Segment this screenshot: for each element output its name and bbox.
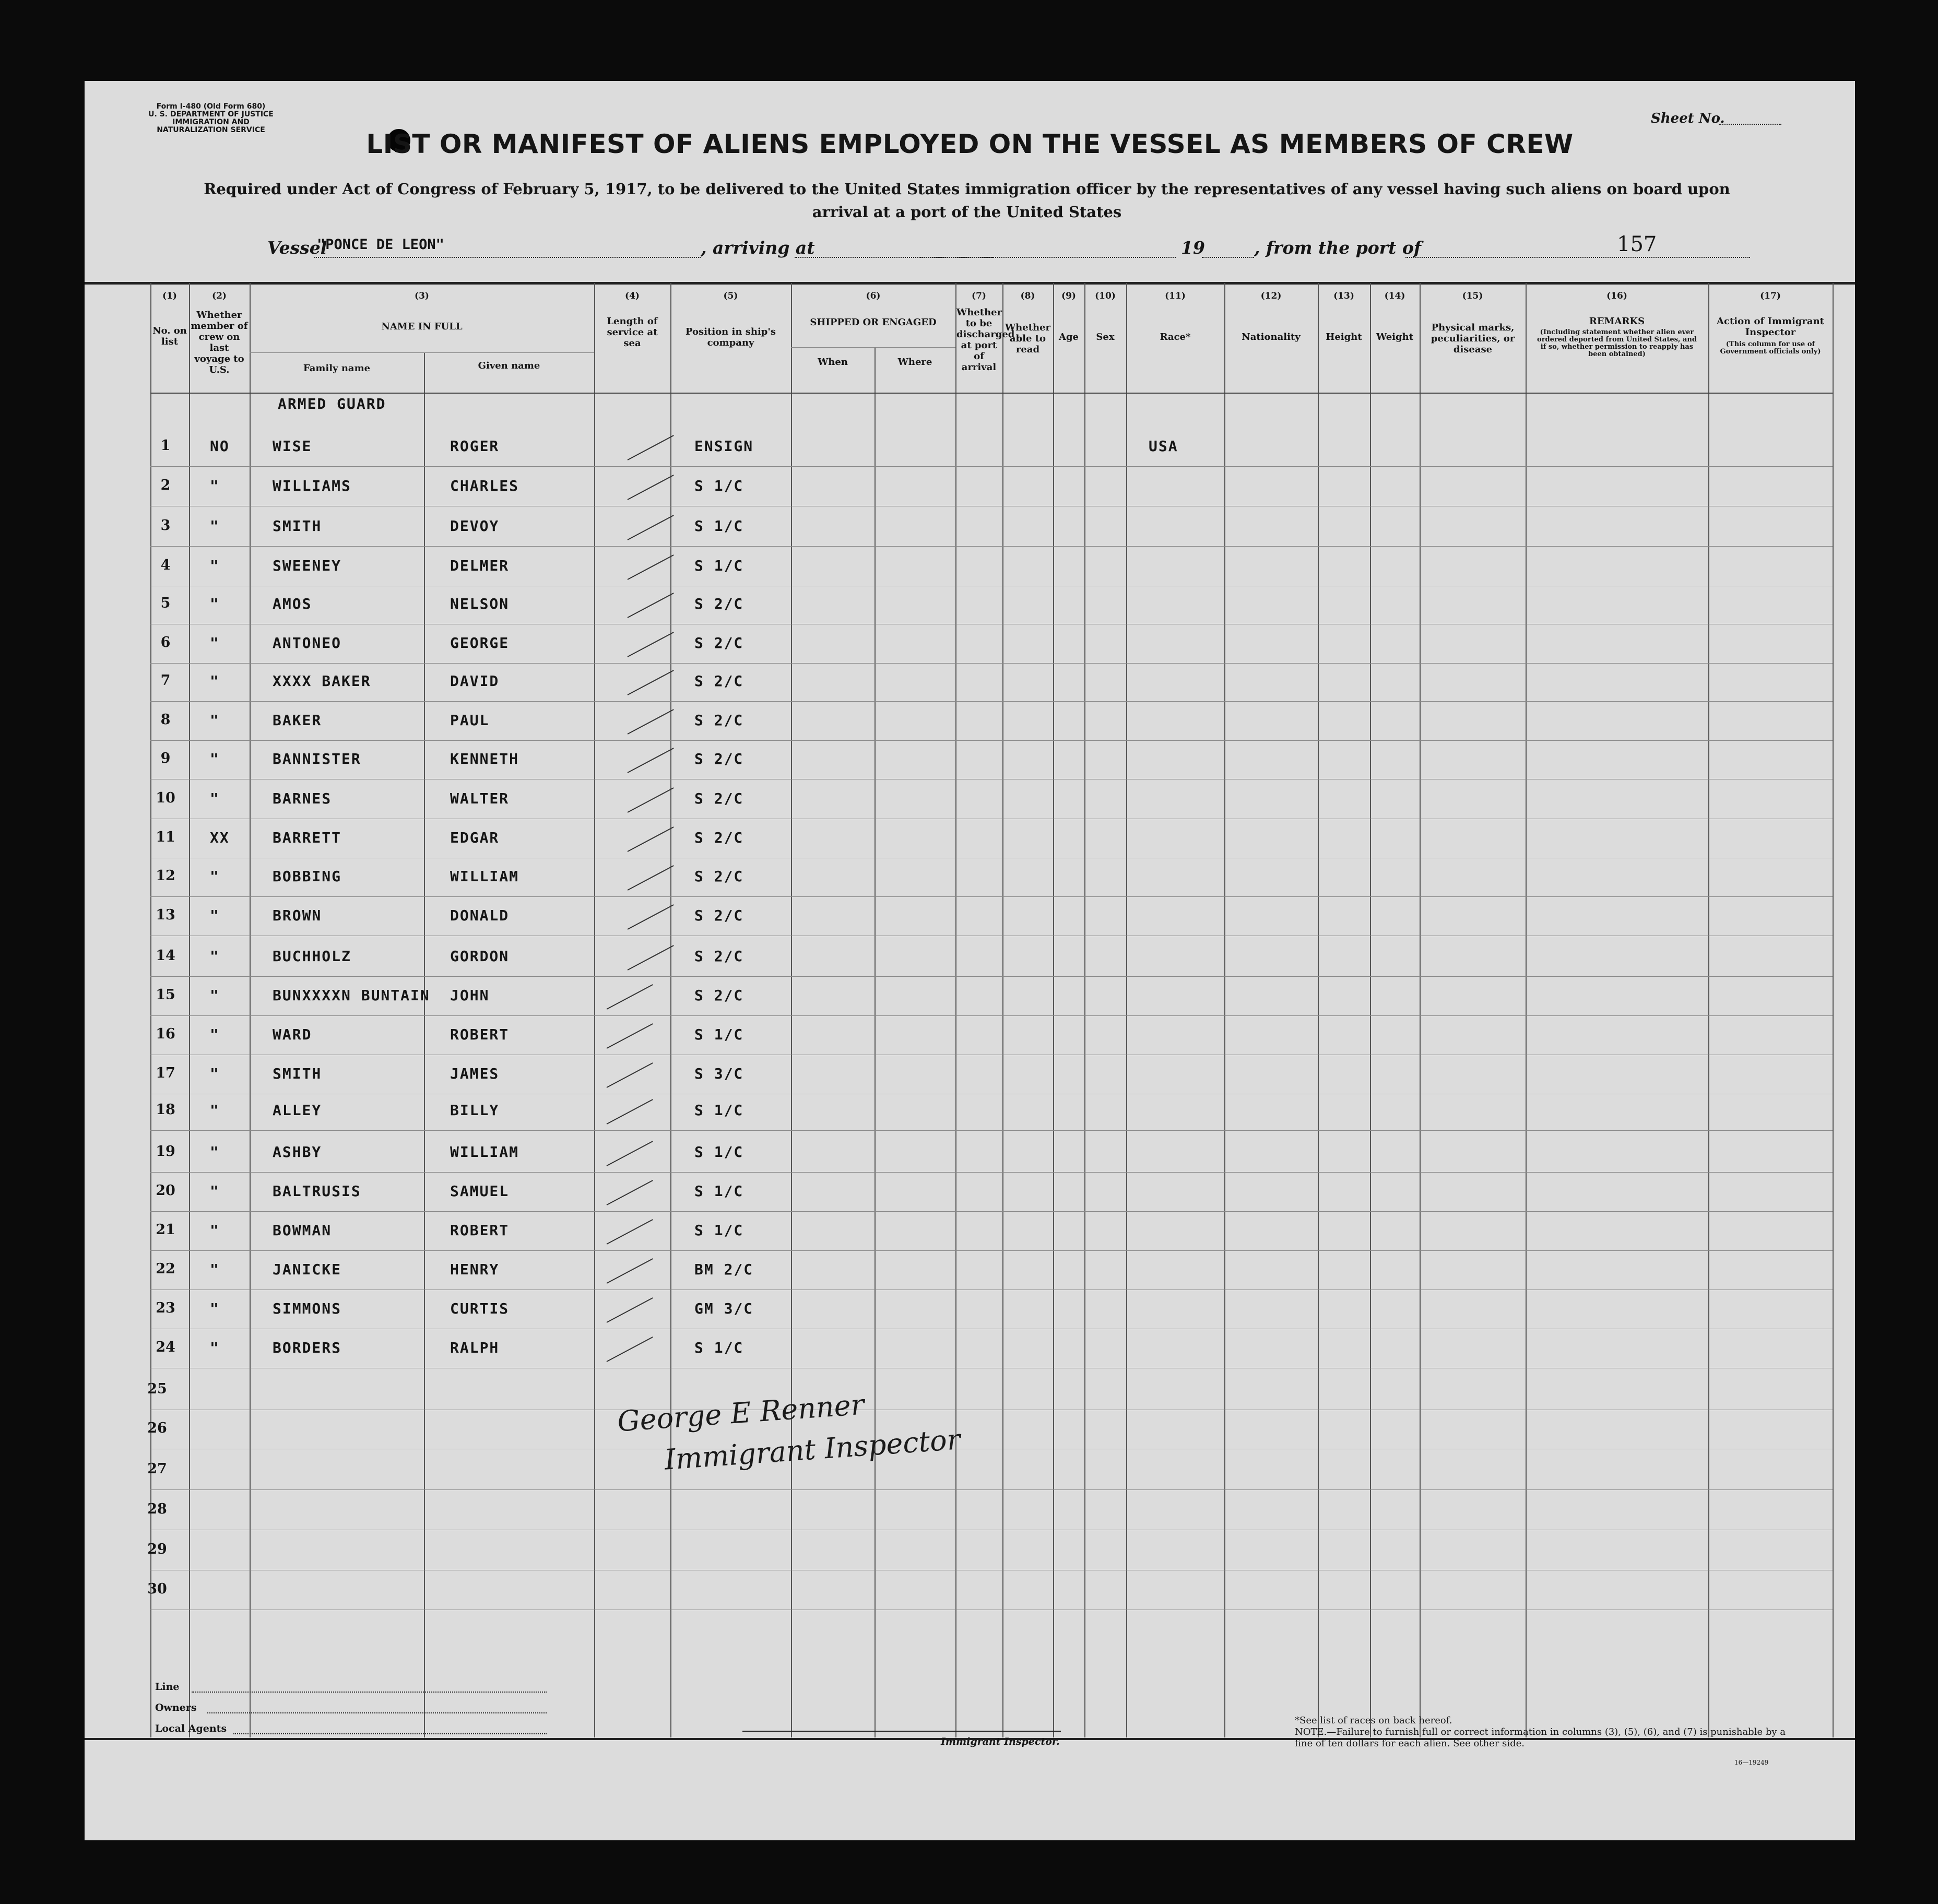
- penalty-note: NOTE.—Failure to furnish full or correct information in columns (3), (5), (6), and (7) is punishable by a fine of ten dollars for each alien. See other side.: [1295, 1726, 1786, 1749]
- family-name-cell: BROWN: [273, 907, 322, 924]
- family-name-cell: WISE: [273, 437, 312, 455]
- given-name-cell: DAVID: [450, 672, 500, 690]
- row-number: 18: [156, 1102, 175, 1118]
- service-tick-mark: [628, 475, 674, 500]
- header-nationality: Nationality: [1242, 332, 1301, 342]
- row-number: 17: [156, 1065, 175, 1081]
- header-when: When: [818, 357, 848, 368]
- prev-voyage-cell: ": [210, 1182, 220, 1200]
- col-number: (3): [415, 291, 429, 301]
- prev-voyage-cell: ": [210, 790, 220, 807]
- col-number: (8): [1020, 291, 1035, 301]
- family-name-cell: BALTRUSIS: [273, 1182, 361, 1200]
- position-cell: S 1/C: [694, 1026, 744, 1043]
- col-number: (16): [1606, 291, 1627, 301]
- header-remarks-note: (Including statement whether alien ever ordered deported from United States, and if so, whether permission to reapply has been obtained): [1537, 328, 1697, 358]
- row-number: 3: [160, 517, 171, 534]
- family-name-cell: JANICKE: [273, 1261, 342, 1278]
- row-number: 29: [147, 1541, 167, 1557]
- page-title: LIST OR MANIFEST OF ALIENS EMPLOYED ON THE VESSEL AS MEMBERS OF CREW: [366, 129, 1574, 159]
- given-name-cell: WILLIAM: [450, 868, 519, 885]
- service-tick-mark: [607, 1258, 653, 1284]
- given-name-cell: DONALD: [450, 907, 510, 924]
- col-number: (11): [1165, 291, 1186, 301]
- position-cell: S 2/C: [694, 829, 744, 846]
- given-name-cell: CHARLES: [450, 477, 519, 494]
- service-tick-mark: [628, 632, 674, 657]
- service-tick-mark: [628, 945, 674, 971]
- position-cell: S 1/C: [694, 557, 744, 574]
- family-name-cell: WILLIAMS: [273, 477, 351, 494]
- service-tick-mark: [628, 787, 674, 813]
- header-name-in-full: NAME IN FULL: [381, 321, 463, 332]
- family-name-cell: ASHBY: [273, 1143, 322, 1161]
- position-cell: S 2/C: [694, 634, 744, 652]
- prev-voyage-cell: ": [210, 634, 220, 652]
- row-number: 8: [160, 712, 171, 728]
- service-tick-mark: [607, 1219, 653, 1245]
- family-name-cell: BOWMAN: [273, 1222, 332, 1239]
- race-cell: USA: [1149, 437, 1178, 455]
- print-code: 16—19249: [1734, 1759, 1769, 1766]
- header-age: Age: [1058, 332, 1079, 342]
- row-number: 14: [156, 948, 175, 964]
- service-tick-mark: [607, 1337, 653, 1362]
- given-name-cell: DELMER: [450, 557, 510, 574]
- year-label: 19: [1181, 238, 1205, 258]
- service-tick-mark: [628, 593, 674, 618]
- family-name-cell: BUCHHOLZ: [273, 948, 351, 965]
- col-number: (9): [1061, 291, 1076, 301]
- owners-label: Owners: [155, 1702, 197, 1713]
- col-number: (7): [972, 291, 986, 301]
- given-name-cell: ROGER: [450, 437, 500, 455]
- given-name-cell: EDGAR: [450, 829, 500, 846]
- prev-voyage-cell: ": [210, 672, 220, 690]
- prev-voyage-cell: NO: [210, 437, 230, 455]
- sheet-number-field: [1719, 124, 1781, 125]
- family-name-cell: SWEENEY: [273, 557, 342, 574]
- prev-voyage-cell: ": [210, 1339, 220, 1356]
- col-number: (1): [162, 291, 177, 301]
- header-height: Height: [1326, 332, 1362, 342]
- col-number: (10): [1095, 291, 1116, 301]
- prev-voyage-cell: ": [210, 948, 220, 965]
- col-number: (13): [1333, 291, 1354, 301]
- page-subtitle: Required under Act of Congress of February 5, 1917, to be delivered to the United States immigration officer by the representatives of any vessel having such aliens on board upon arrival at a port of the United States: [204, 180, 1730, 221]
- service-tick-mark: [607, 1141, 653, 1166]
- given-name-cell: ROBERT: [450, 1222, 510, 1239]
- arriving-label: , arriving at: [701, 238, 815, 258]
- position-cell: S 2/C: [694, 948, 744, 965]
- prev-voyage-cell: ": [210, 1143, 220, 1161]
- line-label: Line: [155, 1681, 180, 1693]
- header-position: Position in ship's company: [685, 326, 776, 348]
- row-number: 6: [160, 634, 171, 651]
- position-cell: ENSIGN: [694, 437, 754, 455]
- service-tick-mark: [628, 826, 674, 852]
- family-name-cell: ANTONEO: [273, 634, 342, 652]
- given-name-cell: DEVOY: [450, 517, 500, 535]
- family-name-cell: SMITH: [273, 517, 322, 535]
- header-remarks: REMARKS: [1589, 316, 1645, 327]
- header-physical-marks: Physical marks, peculiarities, or disease: [1431, 322, 1515, 355]
- row-number: 30: [147, 1581, 167, 1597]
- prev-voyage-cell: ": [210, 1065, 220, 1082]
- service-tick-mark: [607, 1297, 653, 1323]
- row-number: 12: [156, 868, 175, 884]
- service-tick-mark: [607, 1062, 653, 1088]
- position-cell: S 1/C: [694, 1182, 744, 1200]
- family-name-cell: BAKER: [273, 712, 322, 729]
- given-name-cell: NELSON: [450, 595, 510, 612]
- position-cell: S 2/C: [694, 712, 744, 729]
- position-cell: BM 2/C: [694, 1261, 754, 1278]
- header-given-name: Given name: [478, 360, 540, 371]
- row-number: 21: [156, 1222, 175, 1238]
- given-name-cell: JAMES: [450, 1065, 500, 1082]
- prev-voyage-cell: ": [210, 477, 220, 494]
- family-name-cell: BORDERS: [273, 1339, 342, 1356]
- position-cell: S 1/C: [694, 1339, 744, 1356]
- row-number: 1: [160, 437, 171, 454]
- given-name-cell: JOHN: [450, 987, 490, 1004]
- col-number: (14): [1384, 291, 1405, 301]
- given-name-cell: ROBERT: [450, 1026, 510, 1043]
- position-cell: GM 3/C: [694, 1300, 754, 1317]
- header-inspector-action: Action of Immigrant Inspector: [1717, 316, 1824, 338]
- row-number: 9: [160, 750, 171, 766]
- col-number: (5): [723, 291, 738, 301]
- col-number: (4): [625, 291, 640, 301]
- service-tick-mark: [628, 865, 674, 891]
- row-number: 20: [156, 1182, 175, 1199]
- family-name-cell: ALLEY: [273, 1102, 322, 1119]
- family-name-cell: AMOS: [273, 595, 312, 612]
- row-number: 23: [156, 1300, 175, 1316]
- prev-voyage-cell: ": [210, 1222, 220, 1239]
- form-identifier: Form I-480 (Old Form 680) U. S. DEPARTMENT OF JUSTICE IMMIGRATION AND NATURALIZATION SERVICE: [148, 102, 274, 134]
- position-cell: S 1/C: [694, 517, 744, 535]
- row-number: 15: [156, 987, 175, 1003]
- service-tick-mark: [628, 670, 674, 695]
- row-number: 24: [156, 1339, 175, 1355]
- col-number: (12): [1260, 291, 1282, 301]
- row-number: 27: [147, 1461, 167, 1477]
- header-race: Race*: [1160, 332, 1191, 342]
- family-name-cell: BARNES: [273, 790, 332, 807]
- prev-voyage-cell: XX: [210, 829, 230, 846]
- row-number: 2: [160, 477, 171, 493]
- prev-voyage-cell: ": [210, 1261, 220, 1278]
- position-cell: S 2/C: [694, 595, 744, 612]
- col-number: (6): [866, 291, 881, 301]
- service-tick-mark: [628, 435, 674, 460]
- position-cell: S 2/C: [694, 672, 744, 690]
- given-name-cell: KENNETH: [450, 750, 519, 767]
- race-note: *See list of races on back hereof.: [1295, 1715, 1452, 1726]
- inspector-title-handwritten: Immigrant Inspector: [663, 1423, 962, 1476]
- row-number: 5: [160, 595, 171, 611]
- from-port-label: , from the port of: [1254, 238, 1422, 258]
- row-number: 7: [160, 672, 171, 689]
- manifest-sheet: [85, 81, 1855, 1840]
- header-family-name: Family name: [303, 363, 371, 374]
- position-cell: S 1/C: [694, 477, 744, 494]
- section-heading: ARMED GUARD: [278, 395, 386, 412]
- row-number: 22: [156, 1261, 175, 1277]
- family-name-cell: BARRETT: [273, 829, 342, 846]
- service-tick-mark: [607, 984, 653, 1010]
- row-number: 26: [147, 1420, 167, 1436]
- row-number: 4: [160, 557, 171, 573]
- service-tick-mark: [628, 748, 674, 773]
- position-cell: S 1/C: [694, 1222, 744, 1239]
- prev-voyage-cell: ": [210, 517, 220, 535]
- prev-voyage-cell: ": [210, 1102, 220, 1119]
- col-number: (15): [1462, 291, 1483, 301]
- prev-voyage-cell: ": [210, 1026, 220, 1043]
- header-discharged: Whether to be discharged at port of arrival: [956, 307, 1015, 373]
- family-name-cell: BANNISTER: [273, 750, 361, 767]
- row-number: 16: [156, 1026, 175, 1042]
- given-name-cell: HENRY: [450, 1261, 500, 1278]
- row-number: 25: [147, 1381, 167, 1397]
- inspector-signature: George E Renner: [616, 1388, 866, 1438]
- given-name-cell: SAMUEL: [450, 1182, 510, 1200]
- header-weight: Weight: [1376, 332, 1414, 342]
- prev-voyage-cell: ": [210, 907, 220, 924]
- given-name-cell: PAUL: [450, 712, 490, 729]
- vessel-label: Vessel: [267, 238, 327, 258]
- given-name-cell: CURTIS: [450, 1300, 510, 1317]
- given-name-cell: WILLIAM: [450, 1143, 519, 1161]
- service-tick-mark: [628, 709, 674, 735]
- prev-voyage-cell: ": [210, 595, 220, 612]
- inspector-label: Immigrant Inspector.: [941, 1736, 1060, 1747]
- header-able-to-read: Whether able to read: [1005, 322, 1051, 355]
- position-cell: S 1/C: [694, 1102, 744, 1119]
- prev-voyage-cell: ": [210, 1300, 220, 1317]
- service-tick-mark: [628, 515, 674, 540]
- prev-voyage-cell: ": [210, 750, 220, 767]
- row-number: 19: [156, 1143, 175, 1160]
- given-name-cell: BILLY: [450, 1102, 500, 1119]
- header-length-of-service: Length of service at sea: [607, 316, 658, 349]
- position-cell: S 2/C: [694, 750, 744, 767]
- family-name-cell: BUNXXXXN BUNTAIN: [273, 987, 430, 1004]
- header-shipped-engaged: SHIPPED OR ENGAGED: [810, 317, 937, 328]
- prev-voyage-cell: ": [210, 868, 220, 885]
- col-number: (2): [212, 291, 227, 301]
- family-name-cell: BOBBING: [273, 868, 342, 885]
- local-agents-label: Local Agents: [155, 1723, 227, 1734]
- service-tick-mark: [628, 554, 674, 580]
- position-cell: S 2/C: [694, 987, 744, 1004]
- service-tick-mark: [607, 1023, 653, 1049]
- given-name-cell: GORDON: [450, 948, 510, 965]
- family-name-cell: XXXX BAKER: [273, 672, 371, 690]
- row-number: 28: [147, 1501, 167, 1517]
- col-number: (17): [1760, 291, 1781, 301]
- row-number: 11: [156, 829, 175, 845]
- prev-voyage-cell: ": [210, 987, 220, 1004]
- family-name-cell: WARD: [273, 1026, 312, 1043]
- header-where: Where: [897, 357, 932, 368]
- service-tick-mark: [607, 1099, 653, 1125]
- header-no-on-list: No. on list: [152, 325, 187, 347]
- row-number: 10: [156, 790, 175, 806]
- header-prev-voyage: Whether member of crew on last voyage to U.S.: [191, 310, 248, 375]
- prev-voyage-cell: ": [210, 712, 220, 729]
- handwritten-sheet-number: 157: [1617, 232, 1657, 256]
- position-cell: S 2/C: [694, 907, 744, 924]
- vessel-name: "PONCE DE LEON": [317, 236, 444, 253]
- header-inspector-note: (This column for use of Government officials only): [1720, 340, 1821, 356]
- header-sex: Sex: [1096, 332, 1115, 342]
- position-cell: S 3/C: [694, 1065, 744, 1082]
- service-tick-mark: [607, 1180, 653, 1205]
- service-tick-mark: [628, 904, 674, 930]
- family-name-cell: SIMMONS: [273, 1300, 342, 1317]
- position-cell: S 2/C: [694, 868, 744, 885]
- position-cell: S 2/C: [694, 790, 744, 807]
- given-name-cell: GEORGE: [450, 634, 510, 652]
- given-name-cell: WALTER: [450, 790, 510, 807]
- sheet-number-label: Sheet No.: [1651, 111, 1725, 126]
- given-name-cell: RALPH: [450, 1339, 500, 1356]
- row-number: 13: [156, 907, 175, 923]
- prev-voyage-cell: ": [210, 557, 220, 574]
- position-cell: S 1/C: [694, 1143, 744, 1161]
- family-name-cell: SMITH: [273, 1065, 322, 1082]
